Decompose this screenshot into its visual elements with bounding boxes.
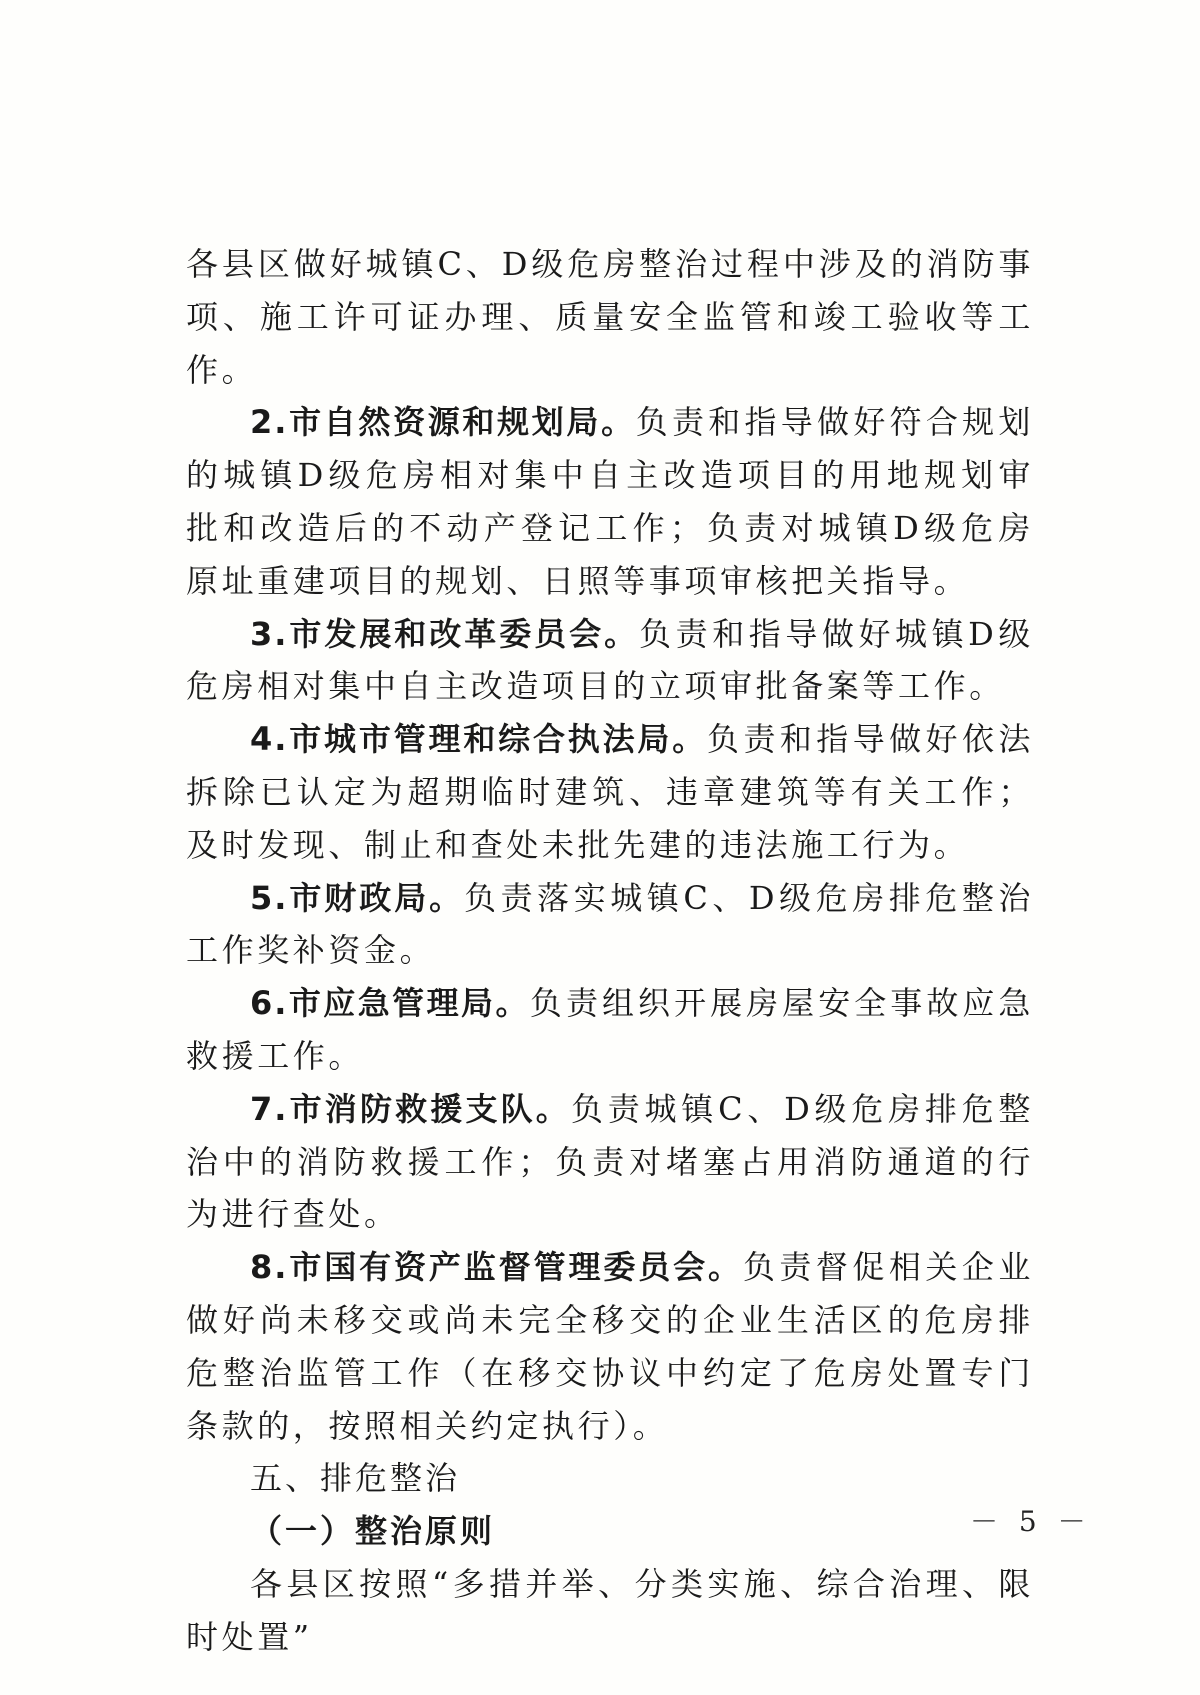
paragraph-text: 负责和指导做好依法拆除已认定为超期临时建筑、违章建筑等有关工作；及时发现、制止和查处未批先建的违法施工行为。 (186, 720, 1034, 864)
paragraph-urban-management-bureau (186, 713, 1034, 871)
paragraph-state-assets-commission (186, 1241, 1034, 1452)
paragraph-lead: 8.市国有资产监督管理委员会。 (250, 1248, 743, 1287)
paragraph-development-reform-commission (186, 608, 1034, 714)
paragraph-text: 负责组织开展房屋安全事故应急救援工作。 (186, 984, 1034, 1075)
paragraph-lead: 7.市消防救援支队。 (250, 1089, 571, 1128)
paragraph-emergency-management-bureau (186, 977, 1034, 1083)
paragraph-text: 负责城镇C、D级危房排危整治中的消防救援工作；负责对堵塞占用消防通道的行为进行查处。 (186, 1089, 1034, 1234)
paragraph-finance-bureau (186, 872, 1034, 978)
paragraph-fire-rescue-detachment (186, 1083, 1034, 1241)
paragraph-lead: 6.市应急管理局。 (250, 984, 530, 1023)
paragraph-text: 负责和指导做好符合规划的城镇D级危房相对集中自主改造项目的用地规划审批和改造后的不动产登记工作；负责对城镇D级危房原址重建项目的规划、日照等事项审核把关指导。 (186, 403, 1034, 600)
section-heading: 五、排危整治 (250, 1459, 461, 1498)
paragraph-lead: 3.市发展和改革委员会。 (250, 614, 640, 653)
paragraph-text: 负责和指导做好城镇D级危房相对集中自主改造项目的立项审批备案等工作。 (186, 614, 1034, 706)
paragraph-lead: 4.市城市管理和综合执法局。 (250, 720, 708, 759)
paragraph-natural-resources-bureau (186, 396, 1034, 607)
paragraph-lead: 5.市财政局。 (250, 878, 465, 917)
subsection-heading: （一）整治原则 (250, 1512, 496, 1551)
page-number: － 5 － (970, 1505, 1092, 1538)
paragraph-continuation (186, 238, 1034, 396)
paragraph-text: 各县区做好城镇C、D级危房整治过程中涉及的消防事项、施工许可证办理、质量安全监管和竣工验收等工作。 (186, 245, 1034, 389)
document-body (186, 238, 1034, 1664)
paragraph-rectification-principles: 各县区按照“多措并举、分类实施、综合治理、限时处置” (186, 1564, 1034, 1656)
paragraph-text: 负责督促相关企业做好尚未移交或尚未完全移交的企业生活区的危房排危整治监管工作（在移交协议中约定了危房处置专门条款的，按照相关约定执行）。 (186, 1248, 1034, 1445)
paragraph-lead: 2.市自然资源和规划局。 (250, 403, 636, 442)
paragraph-text: 负责落实城镇C、D级危房排危整治工作奖补资金。 (186, 878, 1034, 970)
